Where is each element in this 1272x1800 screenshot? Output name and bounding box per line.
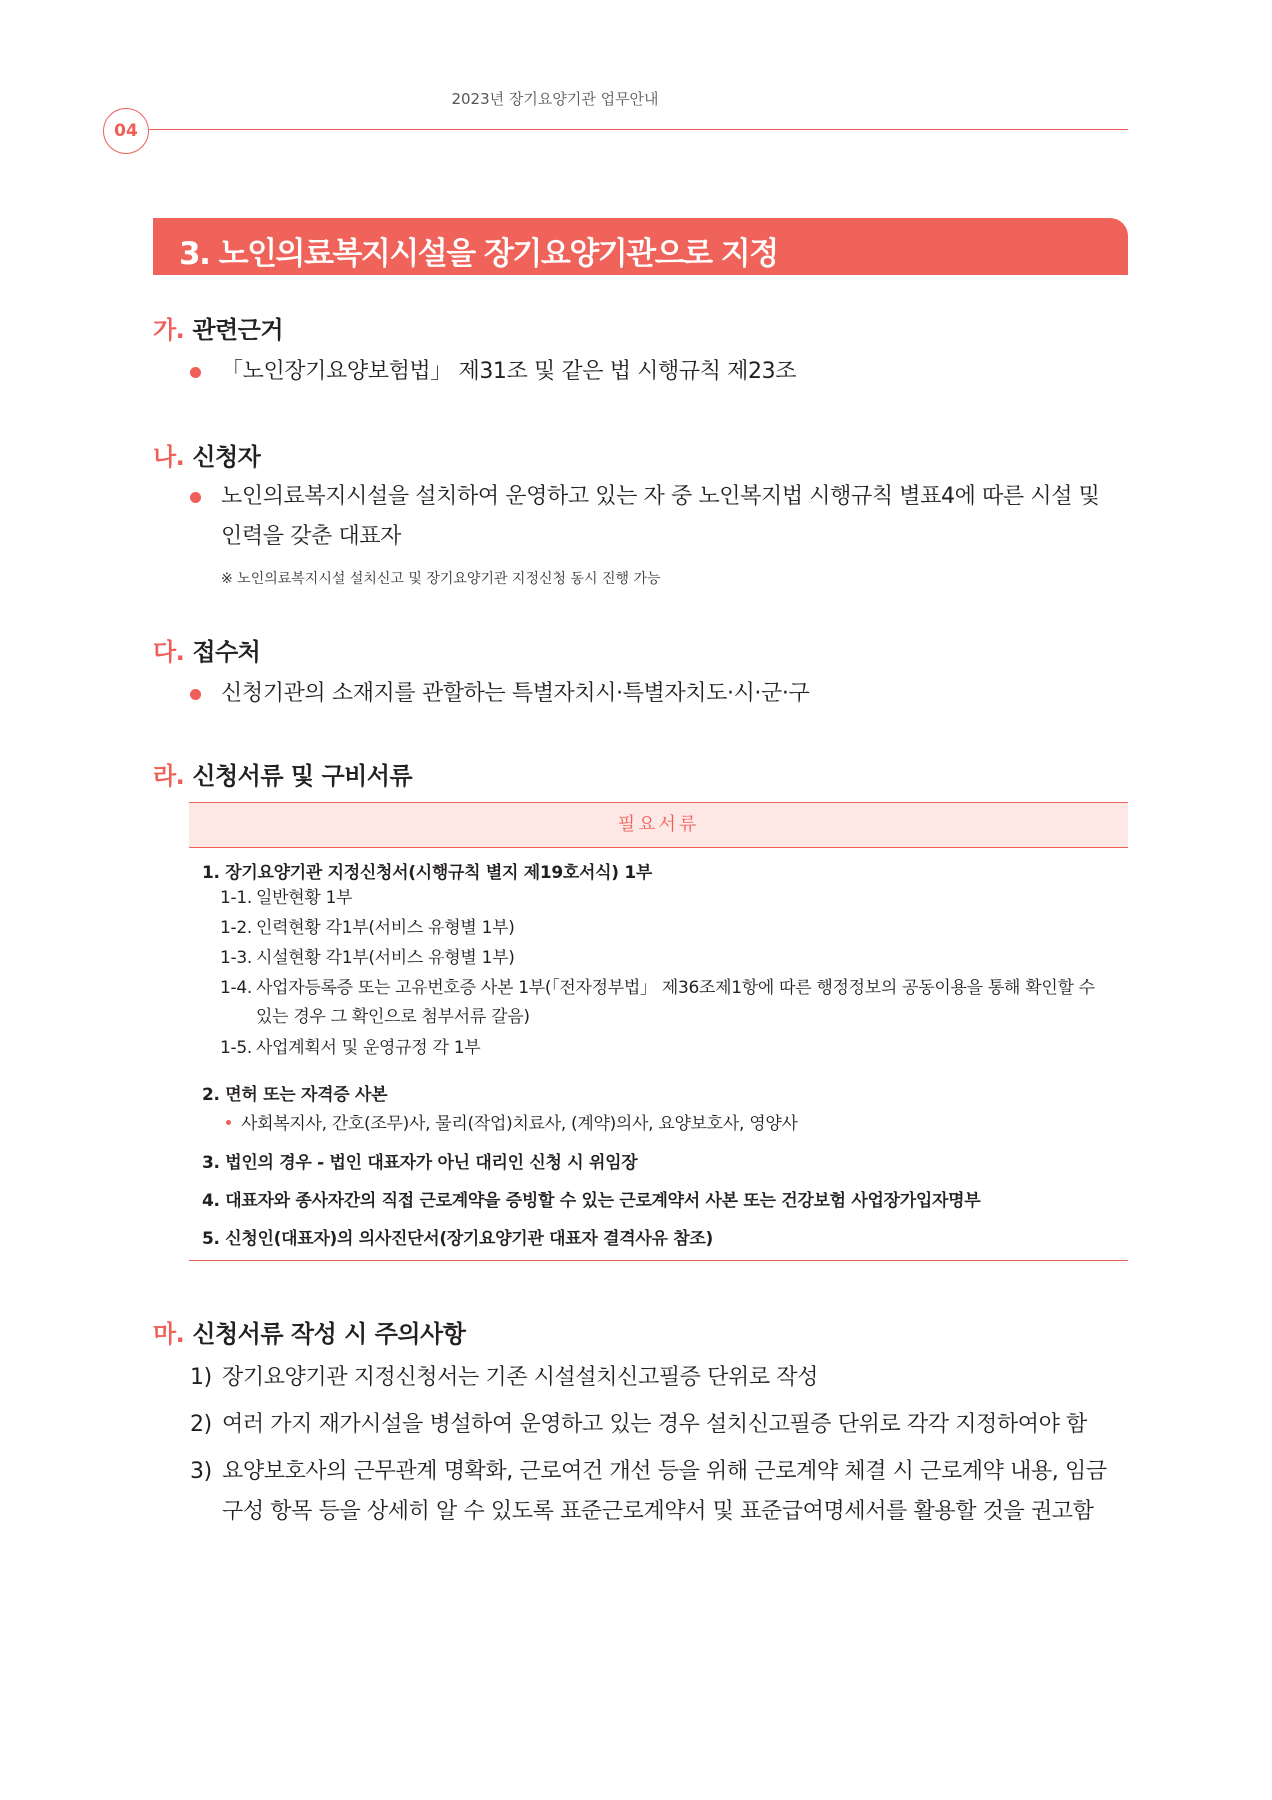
note-text: ※ 노인의료복지시설 설치신고 및 장기요양기관 지정신청 동시 진행 가능 — [221, 571, 661, 587]
section-heading-na — [153, 437, 260, 472]
doc-subitem — [220, 1034, 1120, 1063]
item-number: 3) — [190, 1459, 212, 1484]
chapter-banner — [153, 218, 1128, 275]
subitem-number: 1-4. — [220, 978, 252, 998]
item-text: 여러 가지 재가시설을 병설하여 운영하고 있는 경우 설치신고필증 단위로 각각 지정하여야 함 — [222, 1412, 1087, 1437]
doc-item-4: 4. 대표자와 종사자간의 직접 근로계약을 증빙할 수 있는 근로계약서 사본 또는 건강보험 사업장가입자명부 — [202, 1191, 981, 1211]
item-text-line2: 구성 항목 등을 상세히 알 수 있도록 표준근로계약서 및 표준급여명세서를 활용할 것을 권고함 — [222, 1499, 1094, 1524]
subitem-number: 1-3. — [220, 948, 252, 968]
item-number: 1) — [190, 1365, 212, 1390]
subitem-text: 시설현황 각1부(서비스 유형별 1부) — [256, 948, 515, 968]
section-marker: 다. — [153, 638, 185, 666]
section-title: 접수처 — [192, 638, 261, 666]
doc-subitem — [220, 944, 1120, 973]
subitem-text: 인력현황 각1부(서비스 유형별 1부) — [256, 918, 515, 938]
section-title: 신청자 — [192, 443, 261, 471]
doc-subitem — [220, 884, 1120, 913]
table-header: 필요서류 — [189, 802, 1128, 848]
item-text: 장기요양기관 지정신청서는 기존 시설설치신고필증 단위로 작성 — [222, 1365, 818, 1390]
bullet-item — [190, 674, 809, 714]
bullet-dot — [190, 492, 201, 503]
doc-bullet — [226, 1109, 798, 1134]
doc-subitem — [220, 974, 1120, 1032]
doc-item-2: 2. 면허 또는 자격증 사본 — [202, 1085, 388, 1105]
chapter-title: 3. 노인의료복지시설을 장기요양기관으로 지정 — [179, 236, 778, 272]
section-heading-ma — [153, 1314, 465, 1349]
section-title: 신청서류 작성 시 주의사항 — [192, 1320, 466, 1348]
section-heading-ra — [153, 756, 412, 791]
caution-item — [190, 1405, 1130, 1445]
section-title: 관련근거 — [192, 316, 284, 344]
bullet-text-line1: 노인의료복지시설을 설치하여 운영하고 있는 자 중 노인복지법 시행규칙 별표4에 따른 시설 및 — [221, 484, 1100, 509]
bullet-item — [190, 477, 1130, 557]
header-rule — [148, 129, 1128, 130]
doc-item-5: 5. 신청인(대표자)의 의사진단서(장기요양기관 대표자 결격사유 참조) — [202, 1229, 713, 1249]
caution-item — [190, 1358, 1130, 1398]
item-text-line1: 요양보호사의 근무관계 명확화, 근로여건 개선 등을 위해 근로계약 체결 시 근로계약 내용, 임금 — [222, 1459, 1107, 1484]
bullet-dot — [226, 1120, 231, 1125]
bullet-dot — [190, 367, 201, 378]
subitem-text: 사업자등록증 또는 고유번호증 사본 1부(「전자정부법」 제36조제1항에 따른 행정정보의 공동이용을 통해 확인할 수 — [256, 978, 1095, 998]
bullet-text-line2: 인력을 갖춘 대표자 — [221, 524, 402, 549]
subitem-text: 일반현황 1부 — [256, 888, 353, 908]
section-heading-da — [153, 632, 260, 667]
doc-subitem — [220, 914, 1120, 943]
section-heading-ga — [153, 310, 283, 345]
item-number: 2) — [190, 1412, 212, 1437]
subitem-number: 1-2. — [220, 918, 252, 938]
required-documents-table — [189, 802, 1128, 1262]
bullet-text: 신청기관의 소재지를 관할하는 특별자치시·특별자치도·시·군·구 — [221, 681, 810, 706]
running-header: 2023년 장기요양기관 업무안내 — [451, 90, 659, 108]
doc-bullet-text: 사회복지사, 간호(조무)사, 물리(작업)치료사, (계약)의사, 요양보호사, 영양사 — [241, 1114, 798, 1134]
table-bottom-rule — [189, 1260, 1128, 1261]
section-marker: 라. — [153, 762, 185, 790]
caution-item — [190, 1452, 1130, 1532]
subitem-text: 사업계획서 및 운영규정 각 1부 — [256, 1038, 481, 1058]
subitem-text-cont: 있는 경우 그 확인으로 첨부서류 갈음) — [256, 1007, 530, 1027]
bullet-dot — [190, 689, 201, 700]
subitem-number: 1-1. — [220, 888, 252, 908]
doc-item-1: 1. 장기요양기관 지정신청서(시행규칙 별지 제19호서식) 1부 — [202, 863, 652, 883]
bullet-item — [190, 352, 796, 392]
section-marker: 나. — [153, 443, 185, 471]
doc-item-3: 3. 법인의 경우 - 법인 대표자가 아닌 대리인 신청 시 위임장 — [202, 1153, 638, 1173]
section-marker: 마. — [153, 1320, 185, 1348]
section-marker: 가. — [153, 316, 185, 344]
page-number: 04 — [103, 108, 149, 154]
section-title: 신청서류 및 구비서류 — [192, 762, 413, 790]
subitem-number: 1-5. — [220, 1038, 252, 1058]
bullet-text: 「노인장기요양보험법」 제31조 및 같은 법 시행규칙 제23조 — [221, 359, 797, 384]
